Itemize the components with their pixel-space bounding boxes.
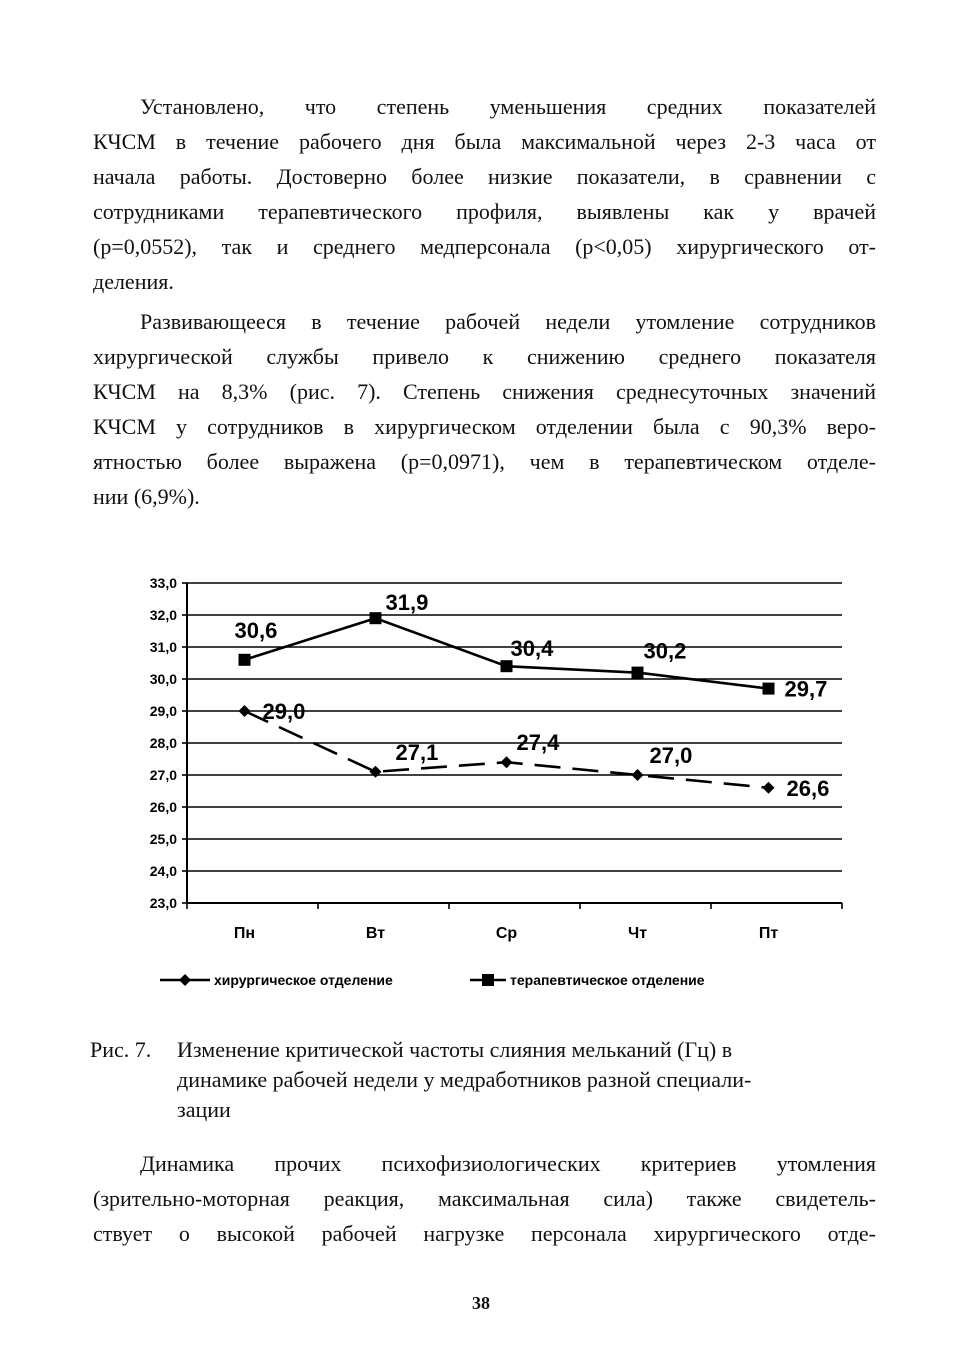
data-label: 29,0 [262,699,306,724]
text-line: КЧСМ у сотрудников в хирургическом отделении была с 90,3% веро- [93,414,876,439]
paragraph-3 [93,1146,876,1251]
text-line: ствует о высокой рабочей нагрузке персонала хирургического отде- [93,1221,876,1246]
data-label: 26,6 [786,775,830,801]
data-point-diamond [239,705,251,717]
data-point-square [501,660,513,672]
text-line: хирургической службы привело к снижению среднего показателя [93,344,876,369]
data-point-square [632,667,644,679]
text-line: (р=0,0552), так и среднего медперсонала (р<0,05) хирургического от- [93,234,876,259]
data-label: 30,6 [234,617,278,643]
x-tick-label: Вт [365,925,386,942]
data-point-diamond [632,769,644,781]
x-tick-label: Ср [495,925,518,942]
paragraph-2 [93,304,876,514]
data-point-diamond [179,974,191,986]
text-line: сотрудниками терапевтического профиля, выявлены как у врачей [93,199,876,224]
data-label: 27,1 [395,739,439,765]
legend-label: хирургическое отделение [214,972,393,988]
text-line: КЧСМ в течение рабочего дня была максимальной через 2-3 часа от [93,129,876,154]
y-tick-label: 28,0 [149,735,177,751]
series-line [245,618,769,688]
page-number: 38 [472,1293,490,1313]
y-tick-label: 29,0 [149,703,177,719]
data-point-diamond [370,766,382,778]
data-label: 30,2 [643,638,687,664]
text-line: нии (6,9%). [93,484,200,509]
data-point-diamond [501,756,513,768]
text-line: Развивающееся в течение рабочей недели утомление сотрудников [140,309,876,334]
text-line: КЧСМ на 8,3% (рис. 7). Степень снижения среднесуточных значений [93,379,876,404]
data-label: 30,4 [510,636,554,662]
y-tick-label: 31,0 [149,639,177,655]
text-line: деления. [93,269,174,294]
chart-legend [160,972,705,988]
chart-gridlines [187,583,842,903]
data-point-diamond [763,782,775,794]
text-line: (зрительно-моторная реакция, максимальная сила) также свидетель- [93,1186,876,1211]
y-tick-label: 23,0 [149,895,177,911]
caption-line: Изменение критической частоты слияния мельканий (Гц) в [177,1037,733,1062]
legend-label: терапевтическое отделение [510,972,705,988]
text-line: ятностью более выражена (р=0,0971), чем в терапевтическом отделе- [93,449,876,474]
y-tick-label: 27,0 [149,767,177,783]
chart-series [235,590,830,801]
x-tick-label: Пт [758,925,779,942]
data-label: 31,9 [385,590,429,616]
data-point-square [370,612,382,624]
data-point-square [239,654,251,666]
y-tick-label: 26,0 [149,799,177,815]
paragraph-1 [93,89,876,299]
text-line: начала работы. Достоверно более низкие показатели, в сравнении с [93,164,876,189]
data-point-square [763,683,775,695]
caption-number: Рис. 7. [90,1037,152,1062]
data-label: 27,4 [516,730,560,756]
caption-line: динамике рабочей недели у медработников разной специали- [177,1067,752,1092]
y-tick-label: 30,0 [149,671,177,687]
caption-line: зации [177,1097,231,1122]
x-tick-label: Пн [233,925,256,942]
caption-text [177,1035,872,1125]
x-tick-label: Чт [627,925,648,942]
y-tick-label: 32,0 [149,607,177,623]
data-label: 27,0 [649,743,693,768]
y-tick-label: 24,0 [149,863,177,879]
y-tick-label: 33,0 [149,575,177,591]
y-tick-label: 25,0 [149,831,177,847]
line-chart [90,560,870,1000]
text-line: Установлено, что степень уменьшения средних показателей [140,94,876,119]
text-line: Динамика прочих психофизиологических критериев утомления [140,1151,876,1176]
data-label: 29,7 [784,676,828,702]
data-point-square [482,974,494,986]
